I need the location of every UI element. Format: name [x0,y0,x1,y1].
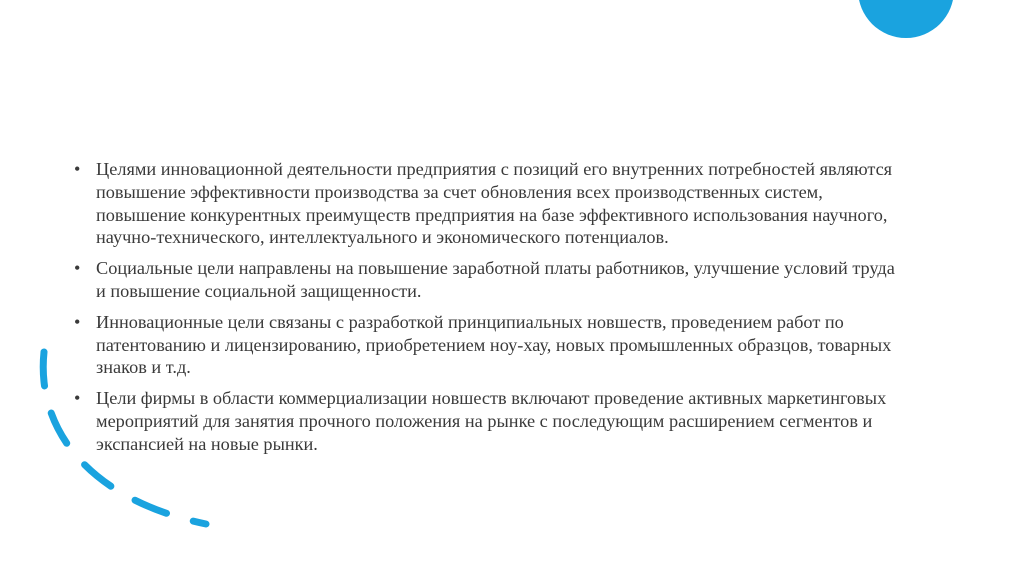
bullet-item-social-goals [74,257,904,303]
bullet-text: Цели фирмы в области коммерциализации новшеств включают проведение активных маркетинговых мероприятий для занятия прочного положения на рынке с последующим расширением сегментов и экспансией на новые рынки. [96,388,887,454]
decorative-circle [858,0,954,38]
bullet-marker: • [74,311,81,332]
bullet-text: Социальные цели направлены на повышение заработной платы работников, улучшение условий труда и повышение социальной защищенности. [96,258,895,301]
bullet-text: Инновационные цели связаны с разработкой принципиальных новшеств, проведением работ по патентованию и лицензированию, приобретением ноу-хау, новых промышленных образцов, товарных знаков и т.д. [96,311,892,378]
bullet-item-innovation-goals [74,158,904,249]
bullet-item-innovative-goals [74,311,904,379]
bullet-marker: • [74,159,81,179]
bullet-marker: • [74,258,81,279]
bullet-list [74,158,904,456]
bullet-item-commercialization-goals [74,387,904,455]
slide-content [74,158,904,464]
bullet-marker: • [74,388,81,409]
bullet-text: Целями инновационной деятельности предприятия с позиций его внутренних потребностей являются повышение эффективности производства за счет обновления всех производственных систем, повышение конкурентных преимуществ предприятия на базе эффективного использования научного, научно-технического, интеллектуального и экономического потенциалов. [96,159,893,248]
